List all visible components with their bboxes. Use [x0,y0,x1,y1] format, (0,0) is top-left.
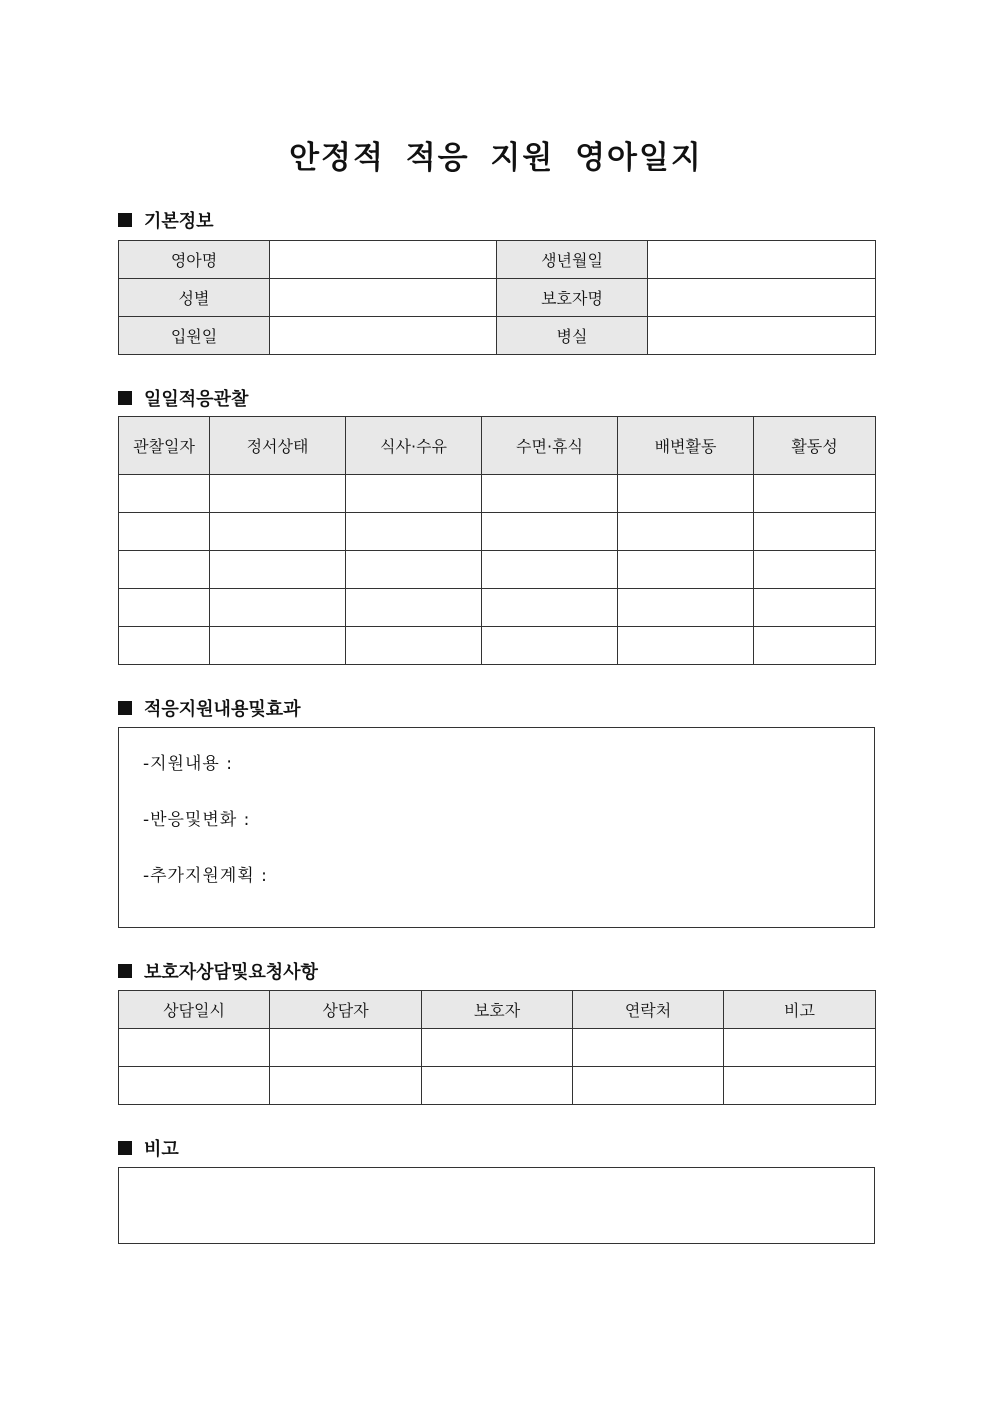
table-cell[interactable] [482,551,618,589]
section-heading-label: 적응지원내용및효과 [144,699,301,720]
table-cell[interactable] [754,475,876,513]
table-row [119,627,876,665]
table-cell[interactable] [573,1067,724,1105]
admission-date-field[interactable] [270,317,497,355]
table-cell[interactable] [618,627,754,665]
column-header: 연락처 [573,991,724,1029]
table-header-row [119,417,876,475]
section-heading-support [118,696,301,720]
section-heading-daily [118,386,248,410]
section-heading-label: 비고 [144,1139,179,1160]
table-cell[interactable] [210,589,346,627]
column-header: 배변활동 [618,417,754,475]
section-heading-consult [118,959,318,983]
column-header: 수면·휴식 [482,417,618,475]
column-header: 활동성 [754,417,876,475]
table-row [119,241,876,279]
table-cell[interactable] [618,551,754,589]
table-cell[interactable] [422,1067,573,1105]
section-heading-label: 보호자상담및요청사항 [144,962,318,983]
support-line-response: -반응및변화 : [143,810,251,830]
column-header: 식사·수유 [346,417,482,475]
table-cell[interactable] [724,1029,876,1067]
label-gender: 성별 [119,279,270,317]
column-header: 보호자 [422,991,573,1029]
table-cell[interactable] [119,627,210,665]
table-row [119,279,876,317]
infant-name-field[interactable] [270,241,497,279]
column-header: 상담일시 [119,991,270,1029]
table-cell[interactable] [119,1067,270,1105]
section-heading-label: 기본정보 [144,211,214,232]
table-cell[interactable] [422,1029,573,1067]
square-bullet-icon [118,701,132,715]
table-cell[interactable] [270,1029,422,1067]
label-guardian-name: 보호자명 [497,279,648,317]
table-cell[interactable] [754,513,876,551]
remarks-box[interactable] [118,1167,875,1244]
section-heading-label: 일일적응관찰 [144,389,249,410]
table-cell[interactable] [482,475,618,513]
table-cell[interactable] [754,627,876,665]
support-line-plan: -추가지원계획 : [143,866,268,886]
page-title: 안정적 적응 지원 영아일지 [289,140,703,176]
table-row [119,513,876,551]
table-cell[interactable] [210,551,346,589]
table-cell[interactable] [346,513,482,551]
table-cell[interactable] [210,627,346,665]
label-admission-date: 입원일 [119,317,270,355]
support-line-content: -지원내용 : [143,754,233,774]
square-bullet-icon [118,391,132,405]
table-cell[interactable] [210,475,346,513]
table-cell[interactable] [754,589,876,627]
table-cell[interactable] [210,513,346,551]
column-header: 비고 [724,991,876,1029]
table-cell[interactable] [724,1067,876,1105]
square-bullet-icon [118,964,132,978]
table-cell[interactable] [119,551,210,589]
square-bullet-icon [118,213,132,227]
table-cell[interactable] [618,475,754,513]
birth-date-field[interactable] [648,241,876,279]
square-bullet-icon [118,1141,132,1155]
table-cell[interactable] [346,551,482,589]
table-row [119,475,876,513]
label-room: 병실 [497,317,648,355]
table-header-row [119,991,876,1029]
guardian-name-field[interactable] [648,279,876,317]
table-cell[interactable] [482,513,618,551]
table-cell[interactable] [346,475,482,513]
column-header: 정서상태 [210,417,346,475]
table-row [119,1029,876,1067]
room-field[interactable] [648,317,876,355]
table-cell[interactable] [482,627,618,665]
daily-observation-table [118,416,876,665]
table-row [119,1067,876,1105]
table-cell[interactable] [270,1067,422,1105]
table-cell[interactable] [119,513,210,551]
table-cell[interactable] [754,551,876,589]
table-cell[interactable] [346,589,482,627]
table-cell[interactable] [346,627,482,665]
column-header: 관찰일자 [119,417,210,475]
column-header: 상담자 [270,991,422,1029]
table-cell[interactable] [618,513,754,551]
table-cell[interactable] [119,475,210,513]
label-birth-date: 생년월일 [497,241,648,279]
table-row [119,551,876,589]
table-cell[interactable] [482,589,618,627]
basic-info-table [118,240,876,355]
table-cell[interactable] [573,1029,724,1067]
gender-field[interactable] [270,279,497,317]
table-row [119,317,876,355]
support-content-box[interactable] [118,727,875,928]
section-heading-basic [118,208,214,232]
label-infant-name: 영아명 [119,241,270,279]
table-cell[interactable] [119,589,210,627]
section-heading-remarks [118,1136,179,1160]
table-cell[interactable] [119,1029,270,1067]
consultation-table [118,990,876,1105]
table-cell[interactable] [618,589,754,627]
table-row [119,589,876,627]
